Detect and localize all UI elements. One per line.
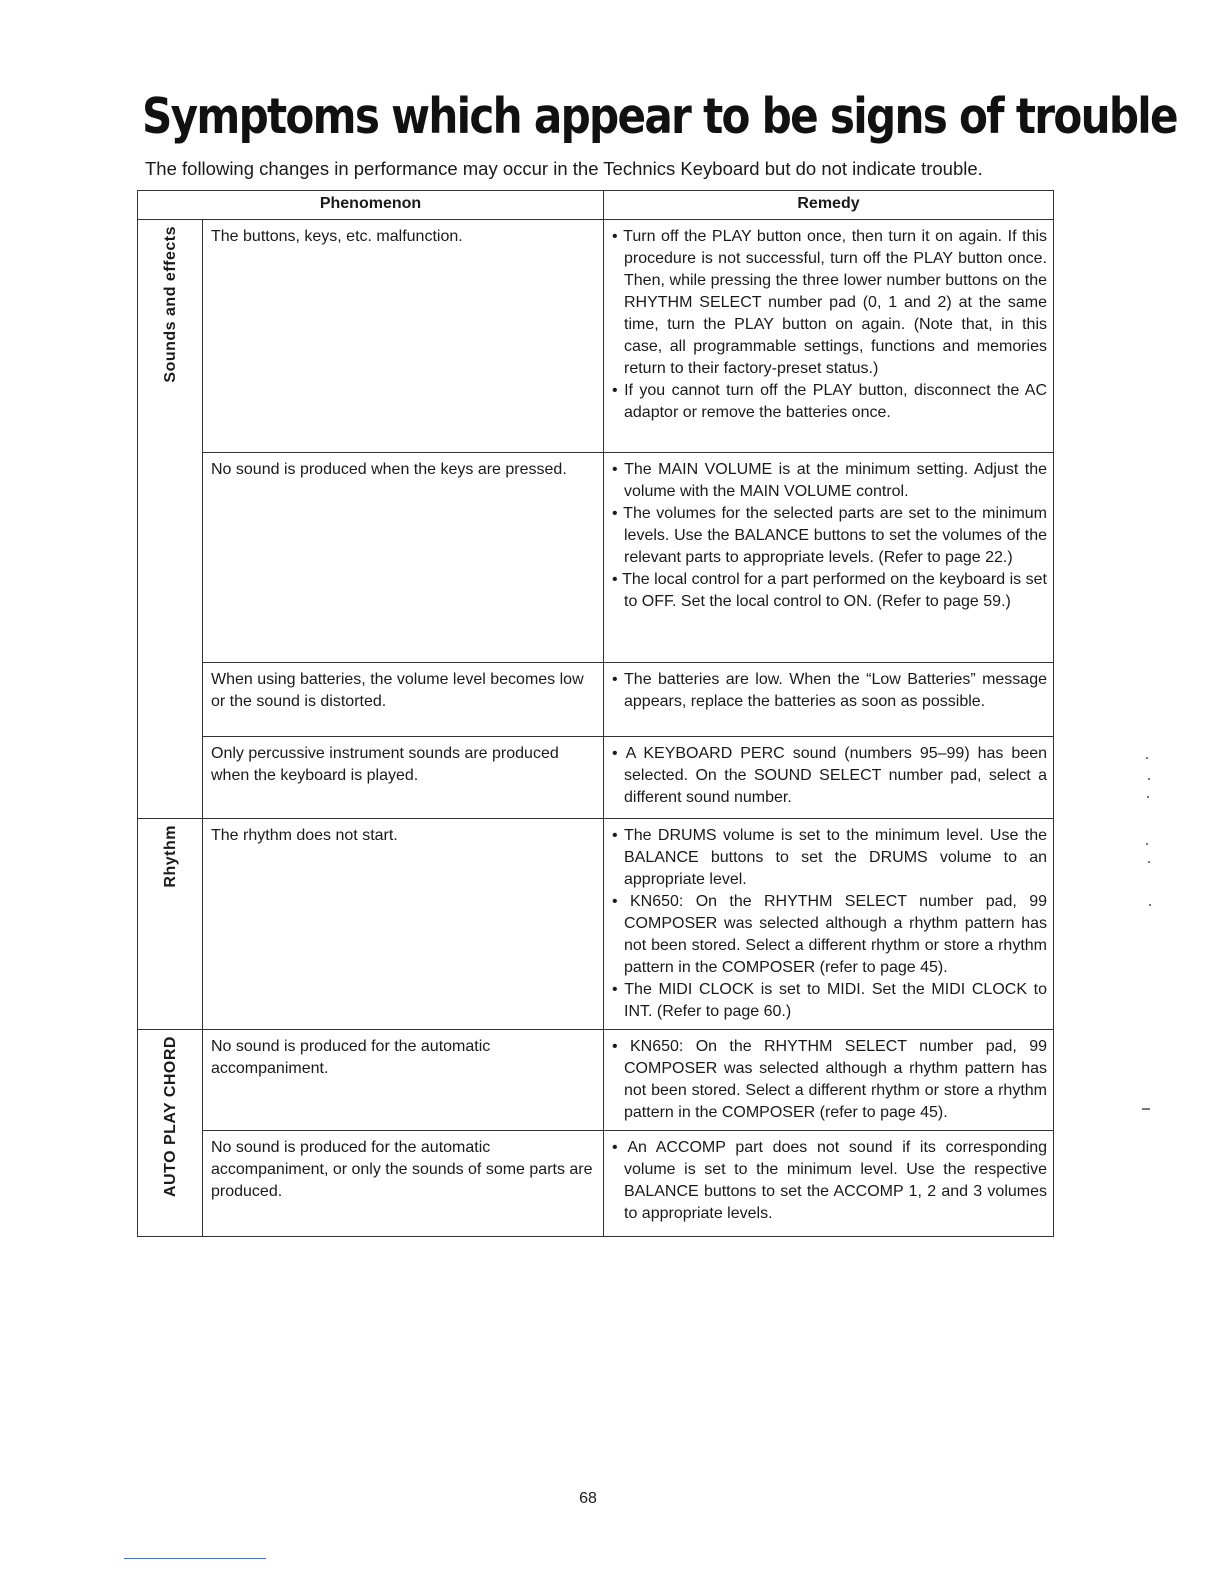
remedy-cell: [604, 1030, 1054, 1131]
table-row: [138, 819, 1054, 1030]
category-label: AUTO PLAY CHORD: [162, 1036, 179, 1198]
table-row: [138, 663, 1054, 737]
scan-speck: [1148, 861, 1150, 863]
remedy-item: • If you cannot turn off the PLAY button, disconnect the AC adaptor or remove the batteries once.: [612, 380, 1047, 424]
remedy-item: • KN650: On the RHYTHM SELECT number pad, 99 COMPOSER was selected although a rhythm pattern has not been stored. Select a different rhythm or store a rhythm pattern in the COMPOSER (refer to page 45).: [612, 1036, 1047, 1124]
category-auto-play-chord: [138, 1030, 203, 1237]
phenomenon-cell: The buttons, keys, etc. malfunction.: [203, 220, 604, 453]
table-row: [138, 453, 1054, 663]
remedy-item: • The MIDI CLOCK is set to MIDI. Set the MIDI CLOCK to INT. (Refer to page 60.): [612, 979, 1047, 1023]
scan-speck: [1149, 904, 1151, 906]
remedy-item: • The volumes for the selected parts are set to the minimum levels. Use the BALANCE buttons to set the volumes of the relevant parts to appropriate levels. (Refer to page 22.): [612, 503, 1047, 569]
phenomenon-cell: No sound is produced when the keys are pressed.: [203, 453, 604, 663]
scan-speck: [1148, 778, 1150, 780]
remedy-item: • The local control for a part performed on the keyboard is set to OFF. Set the local control to ON. (Refer to page 59.): [612, 569, 1047, 613]
remedy-cell: [604, 737, 1054, 819]
page-title: Symptoms which appear to be signs of trouble: [142, 88, 1177, 145]
remedy-item: • The DRUMS volume is set to the minimum level. Use the BALANCE buttons to set the DRUMS volume to an appropriate level.: [612, 825, 1047, 891]
table-row: [138, 1030, 1054, 1131]
remedy-cell: [604, 220, 1054, 453]
phenomenon-cell: When using batteries, the volume level becomes low or the sound is distorted.: [203, 663, 604, 737]
category-sounds-and-effects: [138, 220, 203, 819]
page-number: 68: [579, 1490, 597, 1507]
scan-speck: [1142, 1108, 1150, 1110]
table-row: [138, 737, 1054, 819]
scan-speck: [1147, 796, 1149, 798]
phenomenon-cell: The rhythm does not start.: [203, 819, 604, 1030]
trouble-table: [137, 190, 1054, 1237]
remedy-cell: [604, 819, 1054, 1030]
remedy-item: • Turn off the PLAY button once, then turn it on again. If this procedure is not successful, turn off the PLAY button once. Then, while pressing the three lower number buttons on the RHYTHM SELECT number pad (0, 1 and 2) at the same time, turn the PLAY button on again. (Note that, in this case, all programmable settings, functions and memories return to their factory-preset status.): [612, 226, 1047, 380]
table-header-row: [138, 191, 1054, 220]
scan-speck: [1146, 757, 1148, 759]
remedy-item: • KN650: On the RHYTHM SELECT number pad, 99 COMPOSER was selected although a rhythm pattern has not been stored. Select a different rhythm or store a rhythm pattern in the COMPOSER (refer to page 45).: [612, 891, 1047, 979]
category-label: Sounds and effects: [162, 226, 179, 383]
remedy-cell: [604, 663, 1054, 737]
remedy-item: • The batteries are low. When the “Low Batteries” message appears, replace the batteries as soon as possible.: [612, 669, 1047, 713]
remedy-item: • A KEYBOARD PERC sound (numbers 95–99) has been selected. On the SOUND SELECT number pad, select a different sound number.: [612, 743, 1047, 809]
phenomenon-cell: No sound is produced for the automatic accompaniment.: [203, 1030, 604, 1131]
category-rhythm: [138, 819, 203, 1030]
intro-text: The following changes in performance may occur in the Technics Keyboard but do not indicate trouble.: [145, 158, 983, 179]
remedy-item: • An ACCOMP part does not sound if its corresponding volume is set to the minimum level. Use the respective BALANCE buttons to set the ACCOMP 1, 2 and 3 volumes to appropriate levels.: [612, 1137, 1047, 1225]
remedy-cell: [604, 453, 1054, 663]
phenomenon-cell: No sound is produced for the automatic accompaniment, or only the sounds of some parts are produced.: [203, 1131, 604, 1237]
phenomenon-cell: Only percussive instrument sounds are produced when the keyboard is played.: [203, 737, 604, 819]
header-remedy: Remedy: [604, 191, 1054, 220]
header-phenomenon: Phenomenon: [138, 191, 604, 220]
remedy-item: • The MAIN VOLUME is at the minimum setting. Adjust the volume with the MAIN VOLUME control.: [612, 459, 1047, 503]
scan-speck: [1146, 843, 1148, 845]
table-row: [138, 220, 1054, 453]
footer-rule: [124, 1558, 266, 1559]
category-label: Rhythm: [162, 825, 179, 888]
remedy-cell: [604, 1131, 1054, 1237]
table-row: [138, 1131, 1054, 1237]
